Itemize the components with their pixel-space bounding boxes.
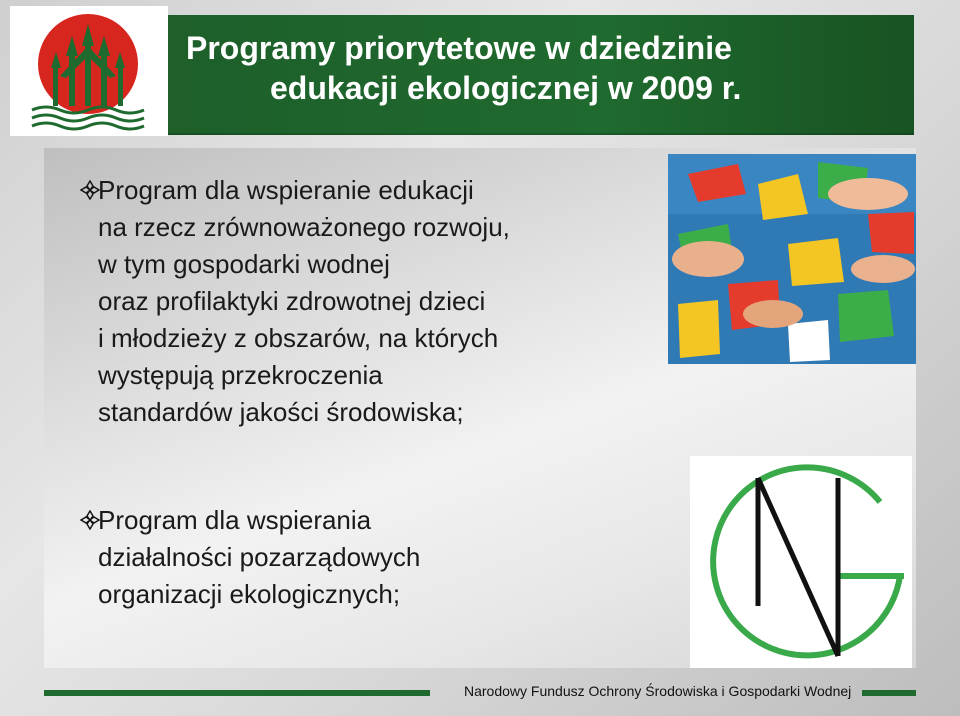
bullet-2-line-1: Program dla wspierania (98, 505, 372, 535)
four-petal-diamond-icon (80, 510, 100, 530)
bullet-1-line-1: Program dla wspieranie edukacji (98, 175, 474, 205)
bullet-1-line-2: na rzecz zrównoważonego rozwoju, (98, 212, 510, 242)
nfosigw-logo (10, 6, 168, 136)
footer-line-right (862, 690, 916, 696)
slide-title (186, 28, 886, 108)
bullet-2-line-2: działalności pozarządowych (98, 542, 421, 572)
four-petal-diamond-icon (80, 180, 100, 200)
bullet-1-line-7: standardów jakości środowiska; (98, 397, 464, 427)
bullet-1-line-3: w tym gospodarki wodnej (98, 249, 390, 279)
bullet-1-line-5: i młodzieży z obszarów, na których (98, 323, 499, 353)
bullet-1-line-6: występują przekroczenia (98, 360, 383, 390)
ng-letters-logo (690, 456, 912, 668)
bullet-item-1 (80, 172, 640, 431)
bullet-item-2 (80, 502, 640, 613)
bullet-2-line-3: organizacji ekologicznych; (98, 579, 401, 609)
title-line-2: edukacji ekologicznej w 2009 r. (270, 70, 742, 106)
footer-line-left (44, 690, 430, 696)
footer-organization-name: Narodowy Fundusz Ochrony Środowiska i Gospodarki Wodnej (464, 683, 852, 699)
title-line-1: Programy priorytetowe w dziedzinie (186, 30, 732, 66)
bullet-1-line-4: oraz profilaktyki zdrowotnej dzieci (98, 286, 486, 316)
children-letters-photo (668, 154, 916, 364)
